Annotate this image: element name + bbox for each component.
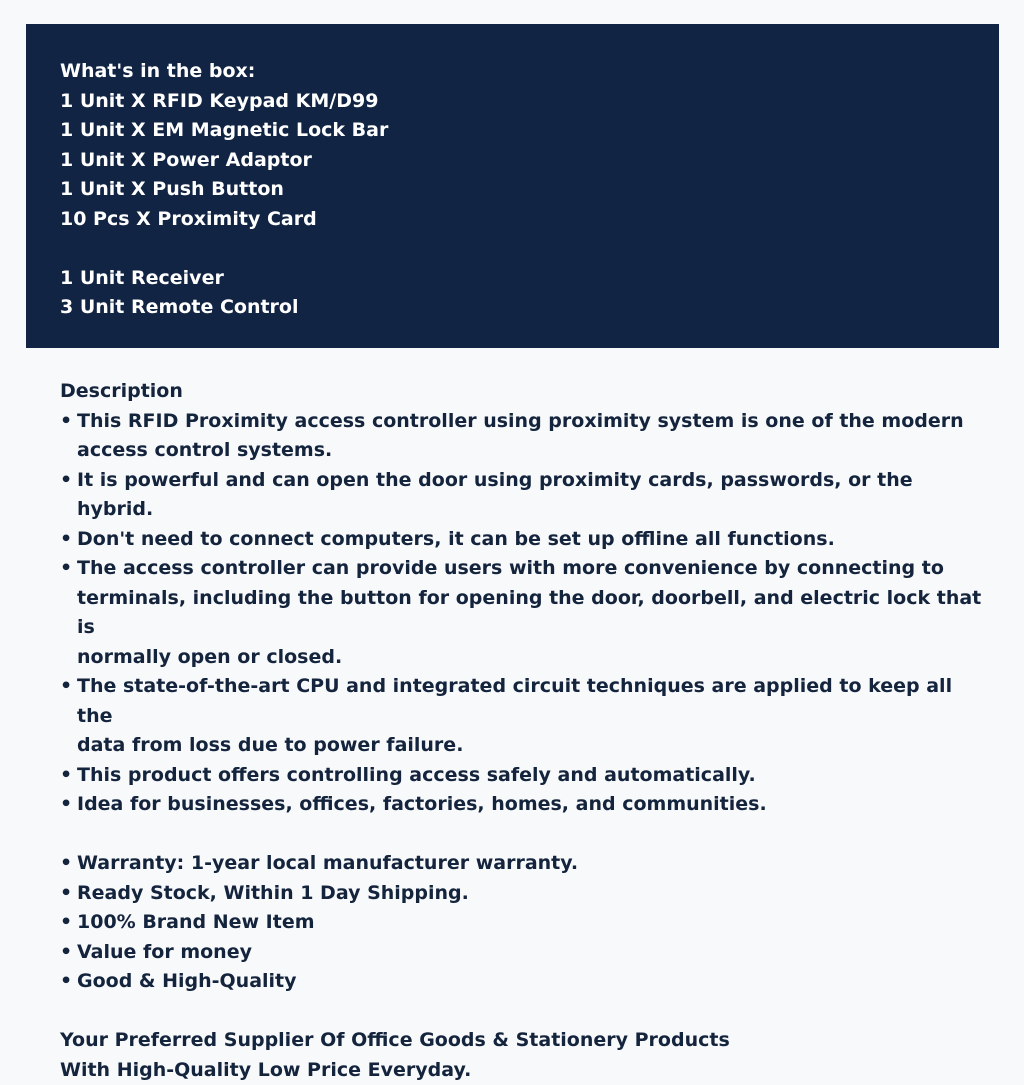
- description-bullet: [60, 554, 990, 672]
- bullet-glyph: •: [60, 554, 72, 584]
- bullet-glyph: •: [60, 407, 72, 437]
- bullet-glyph: •: [60, 908, 72, 938]
- feature-item: [60, 908, 990, 938]
- feature-text: Warranty: 1-year local manufacturer warranty.: [77, 849, 990, 879]
- bullet-text-line: terminals, including the button for opening the door, doorbell, and electric lock that is: [77, 584, 990, 643]
- feature-text: Value for money: [77, 938, 990, 968]
- bullet-text-line: data from loss due to power failure.: [77, 731, 990, 761]
- bullet-text-line: access control systems.: [77, 436, 990, 466]
- feature-item: [60, 849, 990, 879]
- bullet-text-line: normally open or closed.: [77, 643, 990, 673]
- bullet-glyph: •: [60, 525, 72, 555]
- bullet-glyph: •: [60, 466, 72, 496]
- description-bullet: [60, 525, 990, 555]
- box-extra-item: 3 Unit Remote Control: [60, 293, 999, 323]
- bullet-text-line: Don't need to connect computers, it can be set up offline all functions.: [77, 525, 990, 555]
- section-spacer: [60, 820, 990, 850]
- feature-item: [60, 967, 990, 997]
- section-spacer: [60, 997, 990, 1027]
- feature-text: 100% Brand New Item: [77, 908, 990, 938]
- box-item: 1 Unit X Power Adaptor: [60, 146, 999, 176]
- description-bullet-list: [60, 407, 990, 820]
- description-bullet: [60, 790, 990, 820]
- box-item: 10 Pcs X Proximity Card: [60, 205, 999, 235]
- bullet-glyph: •: [60, 761, 72, 791]
- description-title: Description: [60, 377, 990, 407]
- bullet-glyph: •: [60, 672, 72, 702]
- box-item: 1 Unit X Push Button: [60, 175, 999, 205]
- box-item: 1 Unit X EM Magnetic Lock Bar: [60, 116, 999, 146]
- description-bullet: [60, 761, 990, 791]
- bullet-glyph: •: [60, 938, 72, 968]
- whats-in-the-box-panel: [26, 24, 999, 348]
- bullet-text-line: This product offers controlling access safely and automatically.: [77, 761, 990, 791]
- box-title: What's in the box:: [60, 57, 999, 87]
- description-bullet: [60, 466, 990, 525]
- feature-item: [60, 879, 990, 909]
- bullet-text-line: Idea for businesses, offices, factories, homes, and communities.: [77, 790, 990, 820]
- description-bullet: [60, 672, 990, 761]
- description-bullet: [60, 407, 990, 466]
- bullet-text-line: The access controller can provide users with more convenience by connecting to: [77, 554, 990, 584]
- bullet-text-line: This RFID Proximity access controller using proximity system is one of the modern: [77, 407, 990, 437]
- footer-tagline: With High-Quality Low Price Everyday.: [60, 1056, 990, 1085]
- bullet-glyph: •: [60, 879, 72, 909]
- feature-item: [60, 938, 990, 968]
- bullet-glyph: •: [60, 790, 72, 820]
- box-item: 1 Unit X RFID Keypad KM/D99: [60, 87, 999, 117]
- description-section: [60, 377, 990, 1085]
- box-extra-item: 1 Unit Receiver: [60, 264, 999, 294]
- footer-tagline: Your Preferred Supplier Of Office Goods & Stationery Products: [60, 1026, 990, 1056]
- bullet-glyph: •: [60, 967, 72, 997]
- bullet-glyph: •: [60, 849, 72, 879]
- bullet-text-line: It is powerful and can open the door using proximity cards, passwords, or the hybrid.: [77, 466, 990, 525]
- feature-text: Good & High-Quality: [77, 967, 990, 997]
- feature-list: [60, 849, 990, 997]
- feature-text: Ready Stock, Within 1 Day Shipping.: [77, 879, 990, 909]
- bullet-text-line: The state-of-the-art CPU and integrated circuit techniques are applied to keep all the: [77, 672, 990, 731]
